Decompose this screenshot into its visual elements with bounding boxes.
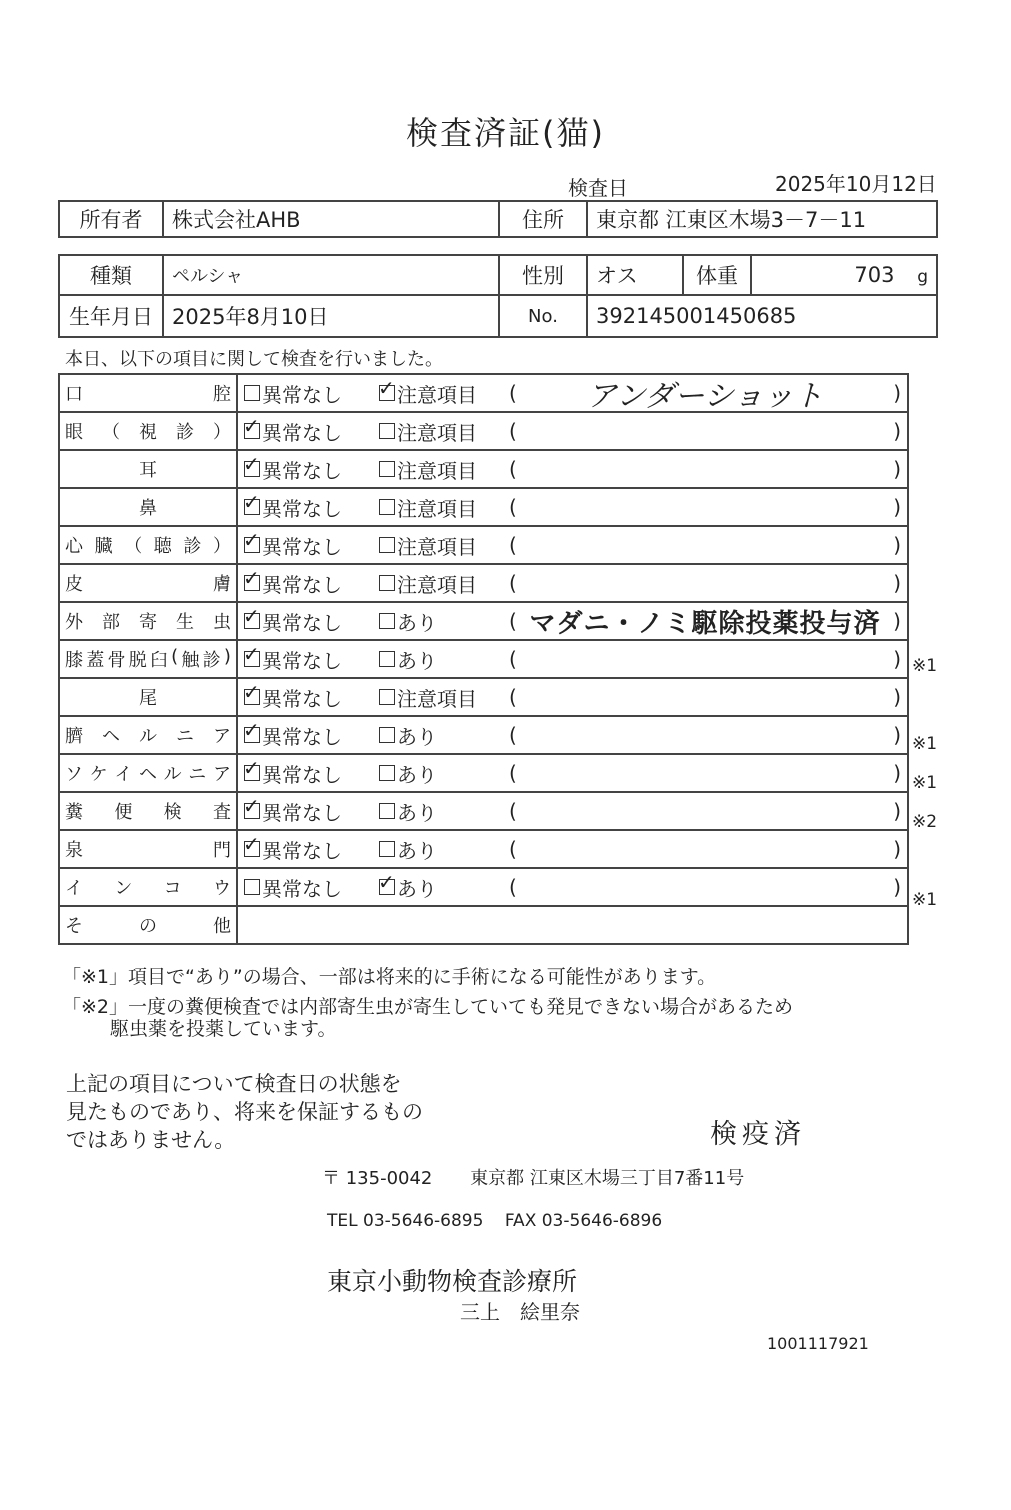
left-paren: ( <box>509 533 517 557</box>
right-paren: ) <box>893 723 901 747</box>
finding-label: 注意項目 <box>397 496 477 521</box>
contact-line <box>327 1211 662 1231</box>
exam-result <box>237 374 908 412</box>
exam-row <box>59 678 908 716</box>
finding-label: あり <box>397 800 437 825</box>
exam-item-label <box>59 754 237 792</box>
exam-item-label <box>59 640 237 678</box>
exam-item-text: 鼻 <box>139 498 157 519</box>
serial-number: 1001117921 <box>767 1334 869 1353</box>
exam-date-label: 検査日 <box>568 176 628 200</box>
right-paren: ) <box>893 761 901 785</box>
exam-item-label <box>59 374 237 412</box>
disclaimer <box>66 1070 423 1154</box>
number-value: 392145001450685 <box>587 295 937 337</box>
finding-label: あり <box>397 838 437 863</box>
exam-item-text: 外 部 寄 生 虫 <box>65 612 231 633</box>
finding-checkbox[interactable] <box>379 613 395 629</box>
exam-table <box>58 373 909 945</box>
normal-checkbox[interactable] <box>244 879 260 895</box>
footnote-1: 「※1」項目で“あり”の場合、一部は将来的に手術になる可能性があります。 <box>62 966 717 988</box>
normal-checkbox[interactable] <box>244 651 260 667</box>
normal-checkbox[interactable] <box>244 575 260 591</box>
finding-label: あり <box>397 648 437 673</box>
right-paren: ) <box>893 837 901 861</box>
right-paren: ) <box>893 495 901 519</box>
exam-result <box>237 602 908 640</box>
exam-note: アンダーショット <box>586 379 824 414</box>
finding-checkbox[interactable] <box>379 537 395 553</box>
finding-label: 注意項目 <box>397 686 477 711</box>
disclaimer-line-1: 上記の項目について検査日の状態を <box>66 1072 402 1096</box>
exam-item-text: 皮 膚 <box>65 574 231 595</box>
fax-number: FAX 03-5646-6896 <box>504 1211 663 1231</box>
weight-value: 703 <box>854 263 895 287</box>
exam-result <box>237 716 908 754</box>
finding-checkbox[interactable] <box>379 651 395 667</box>
owner-value: 株式会社AHB <box>163 201 499 237</box>
exam-item-label <box>59 526 237 564</box>
footnote-2: 「※2」一度の糞便検査では内部寄生虫が寄生していても発見できない場合があるため <box>62 996 794 1018</box>
exam-row <box>59 830 908 868</box>
normal-label: 異常なし <box>262 838 342 863</box>
right-paren: ) <box>893 571 901 595</box>
exam-row <box>59 450 908 488</box>
finding-checkbox[interactable] <box>379 461 395 477</box>
normal-label: 異常なし <box>262 458 342 483</box>
footnote-mark: ※1 <box>912 656 938 676</box>
footnote-mark: ※1 <box>912 890 938 910</box>
tel-number: TEL 03-5646-6895 <box>327 1211 484 1231</box>
exam-item-text: 尾 <box>139 688 157 709</box>
finding-label: あり <box>397 724 437 749</box>
exam-row <box>59 526 908 564</box>
left-paren: ( <box>509 647 517 671</box>
footnote-2-continued: 駆虫薬を投薬しています。 <box>110 1018 337 1040</box>
exam-result <box>237 830 908 868</box>
animal-table <box>58 254 938 338</box>
normal-label: 異常なし <box>262 724 342 749</box>
exam-item-label <box>59 488 237 526</box>
right-paren: ) <box>893 419 901 443</box>
right-paren: ) <box>893 647 901 671</box>
left-paren: ( <box>509 381 517 405</box>
exam-item-text: 眼 （ 視 診 ） <box>65 422 231 443</box>
clinic-name: 東京小動物検査診療所 <box>327 1267 578 1296</box>
exam-row <box>59 374 908 412</box>
footnote-mark: ※1 <box>912 734 938 754</box>
finding-checkbox[interactable] <box>379 841 395 857</box>
exam-item-label <box>59 602 237 640</box>
exam-result <box>237 868 908 906</box>
exam-item-text: 耳 <box>139 460 157 481</box>
exam-row <box>59 792 908 830</box>
finding-checkbox[interactable] <box>379 765 395 781</box>
exam-item-label <box>59 678 237 716</box>
right-paren: ) <box>893 609 901 633</box>
left-paren: ( <box>509 723 517 747</box>
other-value <box>237 906 908 944</box>
right-paren: ) <box>893 685 901 709</box>
finding-checkbox[interactable] <box>379 803 395 819</box>
right-paren: ) <box>893 533 901 557</box>
exam-item-label <box>59 792 237 830</box>
exam-result <box>237 640 908 678</box>
left-paren: ( <box>509 875 517 899</box>
normal-label: 異常なし <box>262 648 342 673</box>
exam-row <box>59 602 908 640</box>
normal-label: 異常なし <box>262 572 342 597</box>
normal-label: 異常なし <box>262 800 342 825</box>
right-paren: ) <box>893 381 901 405</box>
normal-label: 異常なし <box>262 686 342 711</box>
left-paren: ( <box>509 571 517 595</box>
breed-label: 種類 <box>59 255 163 295</box>
clinic-address: 東京都 江東区木場三丁目7番11号 <box>470 1168 745 1189</box>
exam-result <box>237 412 908 450</box>
exam-item-text: 泉 門 <box>65 840 231 861</box>
birth-value: 2025年8月10日 <box>163 295 499 337</box>
exam-row <box>59 564 908 602</box>
exam-result <box>237 754 908 792</box>
finding-label: 注意項目 <box>397 458 477 483</box>
normal-checkbox[interactable] <box>244 765 260 781</box>
postal-code: 〒 135-0042 <box>322 1168 433 1189</box>
other-label-text: そ の 他 <box>65 916 231 937</box>
normal-label: 異常なし <box>262 876 342 901</box>
exam-result <box>237 526 908 564</box>
normal-label: 異常なし <box>262 420 342 445</box>
left-paren: ( <box>509 761 517 785</box>
finding-label: あり <box>397 610 437 635</box>
left-paren: ( <box>509 609 517 633</box>
exam-date: 2025年10月12日 <box>775 172 937 196</box>
left-paren: ( <box>509 837 517 861</box>
exam-row <box>59 640 908 678</box>
normal-checkbox[interactable] <box>244 385 260 401</box>
finding-checkbox[interactable] <box>379 575 395 591</box>
exam-item-text: 心 臓 （ 聴 診 ） <box>65 536 231 557</box>
footnote-mark: ※2 <box>912 812 938 832</box>
owner-table <box>58 200 938 238</box>
normal-label: 異常なし <box>262 496 342 521</box>
finding-label: 注意項目 <box>397 420 477 445</box>
normal-checkbox[interactable] <box>244 803 260 819</box>
finding-label: あり <box>397 762 437 787</box>
right-paren: ) <box>893 799 901 823</box>
left-paren: ( <box>509 457 517 481</box>
disclaimer-line-3: ではありません。 <box>66 1128 236 1152</box>
finding-label: 注意項目 <box>397 534 477 559</box>
normal-checkbox[interactable] <box>244 689 260 705</box>
sex-value: オス <box>587 255 683 295</box>
no-label: No. <box>499 295 587 337</box>
exam-result <box>237 564 908 602</box>
breed-value: ペルシャ <box>163 255 499 295</box>
footnote-mark: ※1 <box>912 773 938 793</box>
left-paren: ( <box>509 799 517 823</box>
normal-checkbox[interactable] <box>244 423 260 439</box>
exam-row <box>59 412 908 450</box>
exam-item-label <box>59 450 237 488</box>
normal-checkbox[interactable] <box>244 841 260 857</box>
weight-unit: g <box>917 267 928 287</box>
exam-item-label <box>59 412 237 450</box>
sex-label: 性別 <box>499 255 587 295</box>
exam-item-text: 口 腔 <box>65 384 231 405</box>
quarantine-stamp: 検疫済 <box>710 1119 806 1150</box>
finding-label: 注意項目 <box>397 572 477 597</box>
normal-checkbox[interactable] <box>244 613 260 629</box>
intro-text: 本日、以下の項目に関して検査を行いました。 <box>65 349 443 370</box>
normal-label: 異常なし <box>262 534 342 559</box>
disclaimer-line-2: 見たものであり、将来を保証するもの <box>66 1100 423 1124</box>
exam-item-text: 糞 便 検 査 <box>65 802 231 823</box>
normal-checkbox[interactable] <box>244 727 260 743</box>
weight-label: 体重 <box>683 255 751 295</box>
normal-label: 異常なし <box>262 762 342 787</box>
address-value: 東京都 江東区木場3－7－11 <box>587 201 937 237</box>
exam-item-label <box>59 716 237 754</box>
other-label <box>59 906 237 944</box>
exam-result <box>237 450 908 488</box>
finding-label: あり <box>397 876 437 901</box>
exam-item-label <box>59 564 237 602</box>
exam-item-label <box>59 830 237 868</box>
exam-item-text: 膝 蓋 骨 脱 臼 ( 触 診 ) <box>65 646 231 671</box>
right-paren: ) <box>893 457 901 481</box>
finding-checkbox[interactable] <box>379 499 395 515</box>
clinic-address-line <box>322 1164 744 1190</box>
normal-label: 異常なし <box>262 610 342 635</box>
normal-checkbox[interactable] <box>244 537 260 553</box>
exam-result <box>237 792 908 830</box>
exam-item-text: イ ン コ ウ <box>65 878 231 899</box>
veterinarian-name: 三上 絵里奈 <box>460 1300 580 1324</box>
exam-item-text: 臍 ヘ ル ニ ア <box>65 726 231 747</box>
finding-checkbox[interactable] <box>379 385 395 401</box>
exam-row <box>59 754 908 792</box>
exam-row <box>59 488 908 526</box>
owner-label: 所有者 <box>59 201 163 237</box>
finding-checkbox[interactable] <box>379 879 395 895</box>
left-paren: ( <box>509 495 517 519</box>
finding-checkbox[interactable] <box>379 689 395 705</box>
exam-item-label <box>59 868 237 906</box>
exam-result <box>237 678 908 716</box>
birth-label: 生年月日 <box>59 295 163 337</box>
right-paren: ) <box>893 875 901 899</box>
exam-row <box>59 716 908 754</box>
document-title: 検査済証(猫) <box>406 114 605 152</box>
normal-checkbox[interactable] <box>244 461 260 477</box>
finding-checkbox[interactable] <box>379 423 395 439</box>
left-paren: ( <box>509 685 517 709</box>
finding-checkbox[interactable] <box>379 727 395 743</box>
normal-checkbox[interactable] <box>244 499 260 515</box>
left-paren: ( <box>509 419 517 443</box>
normal-label: 異常なし <box>262 382 342 407</box>
finding-label: 注意項目 <box>397 382 477 407</box>
exam-note: マダニ・ノミ駆除投薬投与済 <box>529 608 881 639</box>
exam-row <box>59 868 908 906</box>
exam-result <box>237 488 908 526</box>
exam-item-text: ソ ケ イ ヘ ル ニ ア <box>65 764 231 785</box>
address-label: 住所 <box>499 201 587 237</box>
